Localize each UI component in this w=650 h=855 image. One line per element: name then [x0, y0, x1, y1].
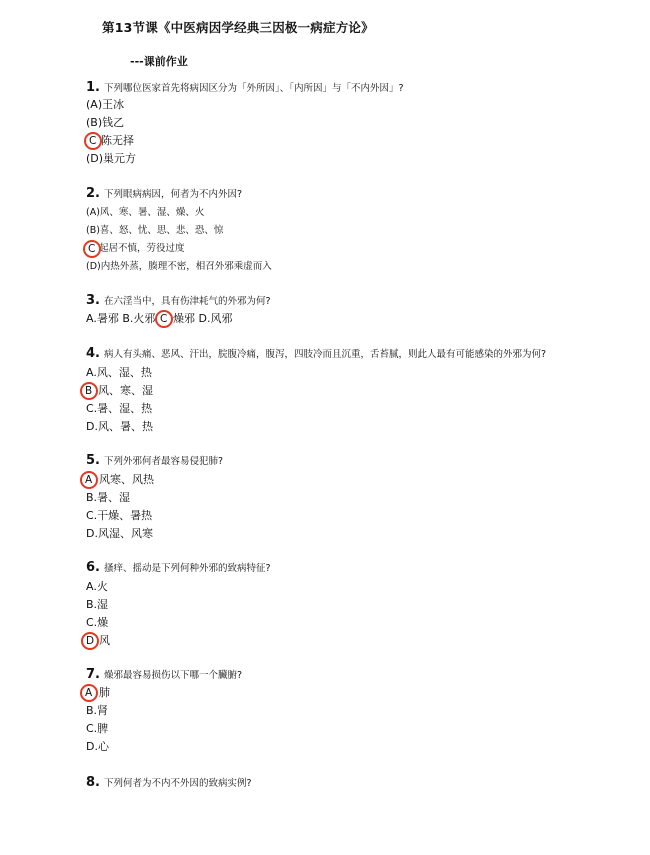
option-3ab: A.暑邪 B.火邪 — [86, 312, 156, 325]
answer-letter-5: A — [85, 474, 93, 486]
question-2 — [86, 186, 242, 201]
option-5c: C.干燥、暑热 — [86, 509, 153, 522]
question-number: 6. — [86, 560, 100, 575]
option-7b: B.肾 — [86, 704, 109, 717]
question-number: 2. — [86, 186, 100, 201]
question-number: 8. — [86, 775, 100, 790]
question-text: 搔痒、摇动是下列何种外邪的致病特征? — [103, 563, 271, 574]
option-5b: B.暑、湿 — [86, 491, 131, 504]
option-6a: A.火 — [86, 580, 108, 593]
option-2c-text: 起居不慎，劳役过度 — [99, 243, 185, 254]
question-4 — [86, 346, 546, 361]
answer-letter-2: C — [88, 243, 96, 255]
option-6b: B.湿 — [86, 598, 109, 611]
option-5d: D.风湿、风寒 — [86, 527, 153, 540]
question-text: 燥邪最容易损伤以下哪一个臟腑? — [103, 670, 243, 681]
answer-letter-1: C — [89, 135, 97, 147]
question-8 — [86, 775, 252, 790]
option-2a: (A)风、寒、暑、湿、燥、火 — [86, 207, 205, 218]
option-4c: C.暑、湿、热 — [86, 402, 153, 415]
option-2d: (D)内热外蒸，腠理不密，相召外邪乘虚而入 — [86, 261, 272, 272]
question-7 — [86, 667, 242, 682]
question-number: 1. — [86, 80, 100, 95]
option-1a: (A)王冰 — [86, 98, 125, 111]
answer-letter-3: C — [160, 313, 168, 325]
question-number: 5. — [86, 453, 100, 468]
option-4a: A.风、湿、热 — [86, 366, 152, 379]
question-text: 下列外邪何者最容易侵犯肺? — [103, 456, 224, 467]
question-text: 在六淫当中，具有伤津耗气的外邪为何? — [103, 296, 271, 307]
option-1c-text: 陈无择 — [101, 134, 134, 147]
option-6c: C.燥 — [86, 616, 109, 629]
question-6 — [86, 560, 271, 575]
option-7d: D.心 — [86, 740, 109, 753]
option-1b: (B)钱乙 — [86, 116, 125, 129]
option-3cd: 燥邪 D.风邪 — [173, 312, 233, 325]
option-4b-text: 风、寒、湿 — [98, 384, 153, 397]
question-text: 下列何者为不内不外因的致病实例? — [103, 778, 252, 789]
option-2b: (B)喜、怒、忧、思、悲、恐、惊 — [86, 225, 224, 236]
page-subtitle: ---课前作业 — [130, 55, 188, 68]
answer-letter-4: B — [85, 385, 93, 397]
option-4d: D.风、暑、热 — [86, 420, 153, 433]
question-text: 下列眼病病因，何者为不内外因? — [103, 189, 243, 200]
page-title: 第13节课《中医病因学经典三因极一病症方论》 — [102, 20, 374, 35]
question-text: 病人有头痛、恶风、汗出，脘腹冷痛，腹泻，四肢冷而且沉重，舌苔腻，则此人最有可能感染的外邪为何? — [103, 349, 547, 360]
question-5 — [86, 453, 223, 468]
question-number: 7. — [86, 667, 100, 682]
option-1d: (D)巢元方 — [86, 152, 137, 165]
question-number: 4. — [86, 346, 100, 361]
answer-letter-6: D — [86, 635, 95, 647]
question-text: 下列哪位医家首先将病因区分为「外所因」、「内所因」与「不内外因」? — [103, 83, 404, 94]
question-1 — [86, 80, 404, 95]
option-7c: C.脾 — [86, 722, 109, 735]
option-5a-text: 风寒、风热 — [99, 473, 154, 486]
question-3 — [86, 293, 271, 308]
option-7a-text: 肺 — [99, 686, 110, 699]
answer-letter-7: A — [85, 687, 93, 699]
option-6d-text: 风 — [99, 634, 110, 647]
question-number: 3. — [86, 293, 100, 308]
